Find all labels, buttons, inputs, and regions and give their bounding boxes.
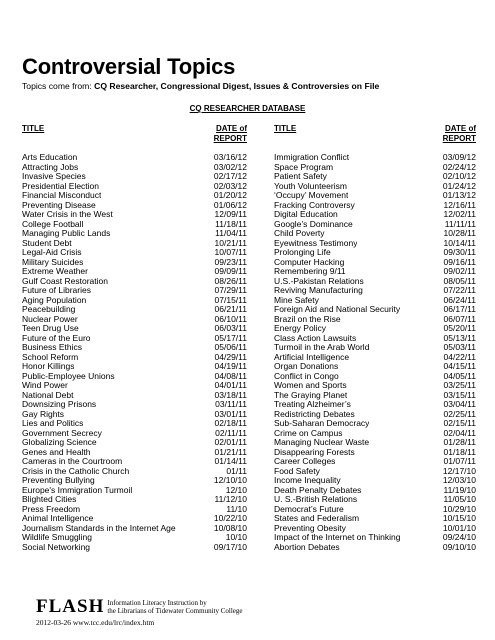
- report-date: 02/24/12: [442, 161, 476, 172]
- topic-title: Reviving Manufacturing: [274, 286, 363, 295]
- topic-title: Crisis in the Catholic Church: [22, 466, 130, 476]
- topic-row: [22, 220, 247, 230]
- topic-title: Downsizing Prisons: [22, 400, 97, 409]
- topic-row: [22, 410, 247, 420]
- report-date: 11/18/11: [215, 218, 247, 229]
- topic-title: Democrat’s Future: [274, 504, 344, 514]
- report-date: 10/28/11: [443, 228, 476, 238]
- report-date: 05/06/11: [214, 342, 247, 352]
- report-date: 03/18/11: [214, 389, 247, 400]
- report-date: 04/29/11: [214, 351, 247, 362]
- report-date: 01/28/11: [443, 437, 476, 447]
- report-date: 03/02/12: [213, 161, 247, 172]
- topic-title: ‘Occupy’ Movement: [274, 191, 349, 200]
- topic-title: Nuclear Power: [22, 314, 78, 324]
- report-date: 09/30/11: [443, 247, 476, 257]
- subtitle-sources: CQ Researcher, Congressional Digest, Issues & Controversies on File: [94, 81, 380, 91]
- topic-title: Digital Education: [274, 210, 338, 219]
- topic-title: Treating Alzheimer’s: [274, 400, 351, 409]
- topic-title: Artificial Intelligence: [274, 352, 350, 362]
- report-date: 03/04/11: [443, 399, 476, 409]
- report-date: 07/15/11: [214, 294, 247, 305]
- report-date: 09/16/11: [443, 256, 476, 267]
- report-date: 10/08/10: [213, 522, 247, 533]
- report-date: 03/15/11: [443, 389, 476, 400]
- topic-title: Future of the Euro: [22, 333, 91, 343]
- topic-title: Remembering 9/11: [274, 267, 346, 276]
- topic-row: [22, 362, 247, 372]
- report-date: 02/04/11: [443, 427, 476, 438]
- topic-title: Computer Hacking: [274, 257, 345, 267]
- topic-title: Attracting Jobs: [22, 162, 79, 172]
- topic-row: [22, 457, 247, 467]
- topic-row: [22, 524, 247, 534]
- report-date: 06/10/11: [214, 313, 247, 324]
- topic-list-left: [22, 153, 247, 552]
- topic-title: U.S.-Pakistan Relations: [274, 276, 364, 286]
- topic-row: [22, 201, 247, 211]
- topic-title: Invasive Species: [22, 172, 86, 181]
- column-header-date-left: [190, 124, 247, 144]
- footer-date-url: 2012-03-26 www.tcc.edu/lrc/index.htm: [36, 618, 155, 627]
- date-header-line2: REPORT: [442, 134, 476, 143]
- flash-tagline-line2: the Librarians of Tidewater Community College: [107, 606, 243, 615]
- topic-title: Military Suicides: [22, 257, 84, 267]
- topic-title: Youth Volunteerism: [274, 181, 347, 191]
- topic-title: Journalism Standards in the Internet Age: [22, 523, 176, 533]
- report-date: 03/25/11: [443, 380, 476, 390]
- report-date: 09/10/10: [442, 541, 476, 552]
- report-date: 02/18/11: [214, 418, 247, 428]
- topic-row: [22, 372, 247, 382]
- topic-title: Animal Intelligence: [22, 514, 94, 523]
- report-date: 10/10: [225, 532, 247, 542]
- topic-row: [22, 296, 247, 306]
- topic-title: National Debt: [22, 390, 74, 400]
- report-date: 02/10/12: [442, 171, 476, 181]
- report-date: 10/15/10: [442, 513, 476, 523]
- topic-title: Legal-Aid Crisis: [22, 248, 82, 257]
- report-date: 03/11/11: [215, 399, 247, 409]
- topic-row: [22, 324, 247, 334]
- topic-title: Wind Power: [22, 381, 68, 390]
- topic-title: Wildlife Smuggling: [22, 533, 92, 542]
- topic-row: [22, 258, 247, 268]
- report-date: 04/01/11: [214, 380, 247, 390]
- topic-title: Brazil on the Rise: [274, 314, 341, 324]
- topic-title: Gay Rights: [22, 409, 65, 419]
- topic-row: [22, 448, 247, 458]
- report-date: 10/21/11: [214, 237, 247, 248]
- column-header-title-right: TITLE: [274, 124, 297, 133]
- report-date: 05/03/11: [443, 342, 476, 352]
- topic-title: Conflict in Congo: [274, 371, 339, 381]
- topic-row: [22, 353, 247, 363]
- topic-row: [22, 229, 247, 239]
- report-date: 08/26/11: [214, 275, 247, 286]
- date-header-line2: REPORT: [213, 134, 247, 143]
- topic-title: Government Secrecy: [22, 428, 102, 438]
- topic-row: [22, 248, 247, 258]
- column-header-date-right: [420, 124, 476, 144]
- report-date: 01/14/11: [214, 456, 247, 466]
- topic-title: Mine Safety: [274, 295, 319, 305]
- topic-row: [274, 543, 476, 553]
- report-date: 01/18/11: [443, 446, 476, 457]
- topic-title: Immigration Conflict: [274, 153, 350, 162]
- report-date: 05/17/11: [214, 332, 247, 343]
- report-date: 04/15/11: [443, 361, 476, 371]
- report-date: 01/07/11: [443, 456, 476, 466]
- report-date: 02/17/12: [213, 171, 247, 181]
- topic-row: [22, 267, 247, 277]
- report-date: 08/05/11: [443, 275, 476, 286]
- flash-logo: [36, 598, 242, 616]
- topic-row: [22, 210, 247, 220]
- report-date: 01/24/12: [442, 180, 476, 191]
- topic-title: Aging Population: [22, 295, 87, 305]
- topic-title: Preventing Disease: [22, 200, 96, 210]
- topic-title: Honor Killings: [22, 362, 75, 371]
- report-date: 04/22/11: [443, 351, 476, 362]
- topic-title: Lies and Politics: [22, 419, 84, 428]
- topic-title: Financial Misconduct: [22, 191, 102, 200]
- report-date: 06/17/11: [443, 304, 476, 314]
- topic-title: Income Inequality: [274, 476, 341, 485]
- column-header-title-left: TITLE: [22, 124, 45, 133]
- topic-title: Teen Drug Use: [22, 324, 79, 333]
- report-date: 06/07/11: [443, 313, 476, 324]
- report-date: 09/09/11: [214, 266, 247, 276]
- report-date: 10/22/10: [213, 513, 247, 523]
- topic-row: [22, 419, 247, 429]
- report-date: 04/08/11: [214, 370, 247, 381]
- topic-title: Impact of the Internet on Thinking: [274, 533, 401, 542]
- topic-title: Disappearing Forests: [274, 447, 355, 457]
- topic-title: Space Program: [274, 162, 334, 172]
- report-date: 02/03/12: [213, 180, 247, 191]
- topic-title: Gulf Coast Restoration: [22, 276, 108, 286]
- report-date: 11/05/10: [443, 494, 476, 504]
- report-date: 06/21/11: [214, 304, 247, 314]
- topic-title: Future of Libraries: [22, 286, 91, 295]
- report-date: 10/14/11: [443, 237, 476, 248]
- topic-title: Organ Donations: [274, 362, 339, 371]
- report-date: 07/29/11: [214, 285, 247, 295]
- topic-title: Genes and Health: [22, 447, 91, 457]
- topic-row: [22, 429, 247, 439]
- date-header-line1: DATE of: [216, 124, 247, 133]
- topic-title: Presidential Election: [22, 181, 100, 191]
- report-date: 02/01/11: [214, 437, 247, 447]
- report-date: 06/03/11: [214, 323, 247, 333]
- topic-title: Foreign Aid and National Security: [274, 305, 401, 314]
- topic-title: Eyewitness Testimony: [274, 238, 358, 248]
- report-date: 12/03/10: [442, 475, 476, 485]
- topic-title: Death Penalty Debates: [274, 485, 362, 495]
- report-date: 12/09/11: [214, 209, 247, 219]
- report-date: 02/25/11: [443, 408, 476, 419]
- report-date: 12/02/11: [443, 209, 476, 219]
- topic-title: School Reform: [22, 352, 79, 362]
- topic-title: U. S.-British Relations: [274, 495, 358, 504]
- topic-title: Class Action Lawsuits: [274, 333, 357, 343]
- report-date: 01/13/12: [442, 190, 476, 200]
- report-date: 10/29/10: [442, 503, 476, 514]
- page-subtitle: [22, 81, 379, 91]
- report-date: 12/17/10: [442, 465, 476, 476]
- report-date: 06/24/11: [443, 294, 476, 305]
- topic-title: Blighted Cities: [22, 495, 77, 504]
- topic-row: [22, 438, 247, 448]
- report-date: 01/20/12: [213, 190, 247, 200]
- topic-title: Managing Nuclear Waste: [274, 438, 370, 447]
- topic-title: College Football: [22, 219, 84, 229]
- topic-list-right: [274, 153, 476, 552]
- report-date: 02/11/11: [215, 427, 247, 438]
- topic-title: Crime on Campus: [274, 428, 343, 438]
- report-date: 09/24/10: [442, 532, 476, 542]
- topic-row: [22, 543, 247, 553]
- topic-title: Career Colleges: [274, 457, 336, 466]
- topic-title: Patient Safety: [274, 172, 327, 181]
- topic-title: Child Poverty: [274, 229, 325, 238]
- section-title: CQ RESEARCHER DATABASE: [189, 104, 306, 113]
- topic-title: Business Ethics: [22, 343, 82, 352]
- report-date: 12/10: [225, 484, 247, 495]
- flash-tagline-line1: Information Literacy Instruction by: [107, 599, 207, 607]
- topic-row: [22, 381, 247, 391]
- subtitle-prefix: Topics come from:: [22, 81, 95, 91]
- topic-title: Fracking Controversy: [274, 200, 355, 210]
- report-date: 05/13/11: [443, 332, 476, 343]
- topic-row: [22, 476, 247, 486]
- report-date: 04/19/11: [214, 361, 247, 371]
- date-header-line1: DATE of: [445, 124, 476, 133]
- topic-row: [22, 486, 247, 496]
- topic-title: Energy Policy: [274, 324, 326, 333]
- topic-title: Europe's Immigration Turmoil: [22, 485, 133, 495]
- report-date: 05/20/11: [443, 323, 476, 333]
- topic-title: Managing Public Lands: [22, 229, 111, 238]
- topic-row: [22, 400, 247, 410]
- topic-row: [22, 391, 247, 401]
- report-date: 10/01/10: [442, 522, 476, 533]
- topic-title: Extreme Weather: [22, 267, 88, 276]
- topic-title: Student Debt: [22, 238, 72, 248]
- topic-title: Social Networking: [22, 542, 91, 552]
- topic-title: Press Freedom: [22, 504, 81, 514]
- report-date: 03/09/12: [442, 152, 476, 162]
- report-date: 11/04/11: [215, 228, 247, 238]
- topic-row: [22, 286, 247, 296]
- topic-title: Food Safety: [274, 466, 320, 476]
- topic-title: Preventing Obesity: [274, 523, 346, 533]
- topic-title: Redistricting Debates: [274, 409, 355, 419]
- report-date: 03/16/12: [213, 152, 247, 162]
- topic-title: States and Federalism: [274, 514, 360, 523]
- page-title: Controversial Topics: [22, 54, 236, 79]
- topic-title: Women and Sports: [274, 381, 347, 390]
- report-date: 11/12/10: [214, 494, 247, 504]
- topic-title: Turmoil in the Arab World: [274, 343, 370, 352]
- report-date: 12/16/11: [443, 199, 476, 210]
- flash-logo-word: FLASH: [36, 596, 105, 617]
- report-date: 01/11: [226, 465, 247, 476]
- topic-row: [22, 277, 247, 287]
- topic-title: Public-Employee Unions: [22, 371, 115, 381]
- topic-title: Globalizing Science: [22, 438, 97, 447]
- topic-title: Water Crisis in the West: [22, 210, 113, 219]
- report-date: 11/10: [226, 503, 247, 514]
- flash-logo-tagline: [107, 600, 242, 615]
- topic-row: [22, 495, 247, 505]
- topic-row: [22, 305, 247, 315]
- topic-title: Preventing Bullying: [22, 476, 95, 485]
- topic-row: [22, 239, 247, 249]
- report-date: 07/22/11: [443, 285, 476, 295]
- topic-title: Prolonging Life: [274, 248, 331, 257]
- topic-title: Peacebuilding: [22, 305, 76, 314]
- topic-title: Arts Education: [22, 153, 78, 162]
- report-date: 09/17/10: [213, 541, 247, 552]
- report-date: 01/06/12: [213, 199, 247, 210]
- topic-title: Sub-Saharan Democracy: [274, 419, 370, 428]
- topic-title: Abortion Debates: [274, 542, 340, 552]
- topic-title: Google’s Dominance: [274, 219, 353, 229]
- report-date: 09/02/11: [443, 266, 476, 276]
- report-date: 11/19/10: [443, 484, 476, 495]
- report-date: 02/15/11: [443, 418, 476, 428]
- report-date: 11/11/11: [444, 218, 476, 229]
- topic-row: [22, 343, 247, 353]
- report-date: 09/23/11: [214, 256, 247, 267]
- report-date: 12/10/10: [213, 475, 247, 485]
- report-date: 01/21/11: [214, 446, 247, 457]
- topic-title: Cameras in the Courtroom: [22, 457, 123, 466]
- topic-row: [22, 315, 247, 325]
- report-date: 04/05/11: [443, 370, 476, 381]
- report-date: 10/07/11: [214, 247, 247, 257]
- report-date: 03/01/11: [214, 408, 247, 419]
- topic-row: [22, 334, 247, 344]
- topic-title: The Graying Planet: [274, 390, 348, 400]
